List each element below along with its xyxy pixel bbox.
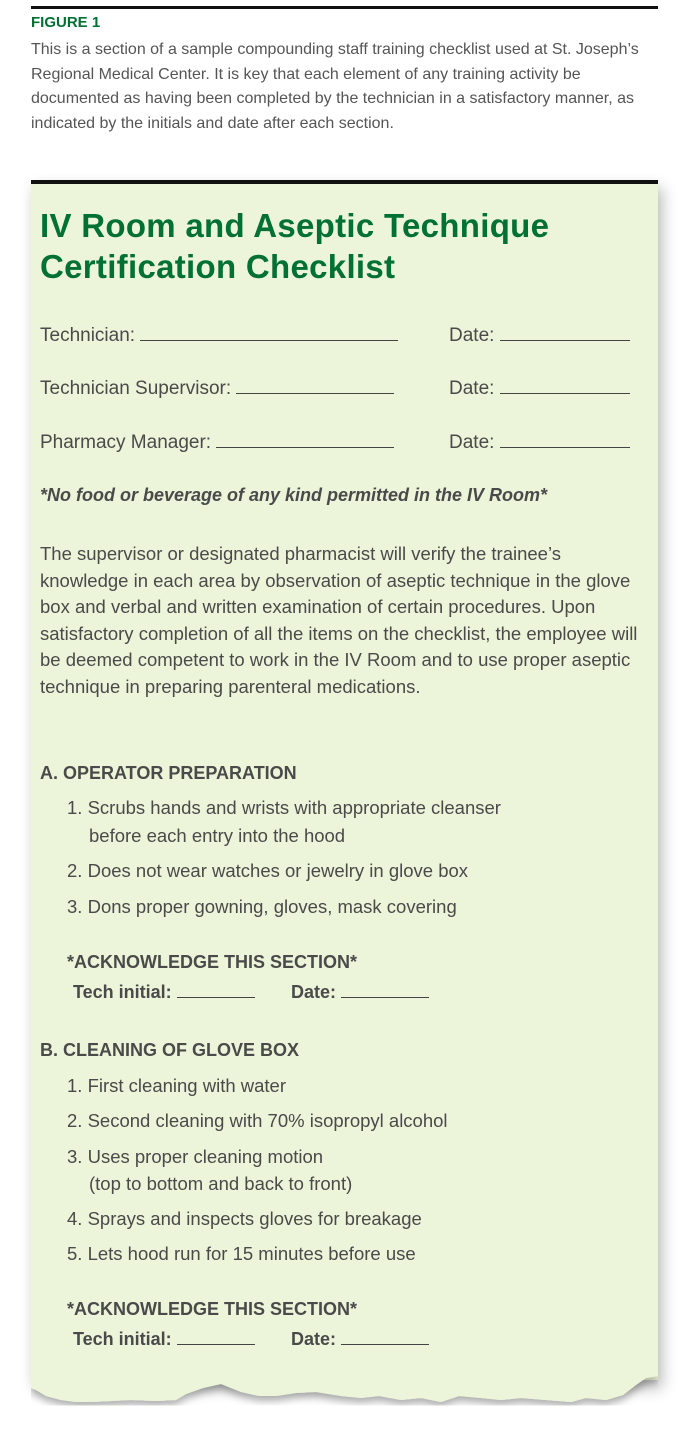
list-item: 3. Dons proper gowning, gloves, mask covering <box>67 896 457 917</box>
acknowledge-heading: *ACKNOWLEDGE THIS SECTION* <box>67 952 358 972</box>
section-a-heading: A. OPERATOR PREPARATION <box>40 763 297 783</box>
intro-paragraph: The supervisor or designated pharmacist will verify the trainee’s knowledge in each area by observation of aseptic technique in the glove box and verbal and written examination of certain procedures. Upon satisfactory completion of all the items on the checklist, the employee will be deemed competent to work in the IV Room and to use proper aseptic technique in preparing parenteral medications. <box>40 543 638 697</box>
date-line[interactable] <box>500 322 630 341</box>
figure-caption: This is a section of a sample compounding staff training checklist used at St. Joseph’s Regional Medical Center. It is key that each element of any training activity be documented as having been completed by the technician in a satisfactory manner, as indicated by the initials and date after each section. <box>31 41 639 132</box>
field-label: Date: <box>291 982 337 1002</box>
date-line[interactable] <box>500 429 630 448</box>
supervisor-field[interactable] <box>40 375 394 400</box>
list-item: 4. Sprays and inspects gloves for breakage <box>67 1208 422 1229</box>
field-label: Date: <box>449 378 495 399</box>
field-label: Date: <box>449 325 495 346</box>
list-item-continuation: (top to bottom and back to front) <box>89 1173 353 1194</box>
acknowledge-heading: *ACKNOWLEDGE THIS SECTION* <box>67 1299 358 1319</box>
section-b-heading: B. CLEANING OF GLOVE BOX <box>40 1040 300 1060</box>
list-item: 2. Does not wear watches or jewelry in glove box <box>67 860 469 881</box>
checklist-title <box>40 205 549 287</box>
date-line[interactable] <box>341 1326 429 1345</box>
panel-top-bar <box>31 180 658 184</box>
top-rule <box>31 6 658 9</box>
field-label: Technician Supervisor: <box>40 378 232 399</box>
list-item: 3. Uses proper cleaning motion <box>67 1146 324 1167</box>
ack-date-field[interactable] <box>291 1326 429 1350</box>
field-label: Tech initial: <box>73 982 172 1002</box>
field-label: Date: <box>291 1329 337 1349</box>
supervisor-date-field[interactable] <box>449 375 630 400</box>
list-item: 2. Second cleaning with 70% isopropyl alcohol <box>67 1110 448 1131</box>
date-line[interactable] <box>341 979 429 998</box>
tech-initial-field[interactable] <box>73 979 255 1003</box>
manager-date-field[interactable] <box>449 429 630 454</box>
title-line-1: IV Room and Aseptic Technique <box>40 207 550 244</box>
signature-line[interactable] <box>140 322 398 341</box>
field-label: Tech initial: <box>73 1329 172 1349</box>
torn-paper-edge <box>31 1370 658 1410</box>
manager-field[interactable] <box>40 429 394 454</box>
no-food-note: *No food or beverage of any kind permitted in the IV Room* <box>40 485 548 505</box>
technician-field[interactable] <box>40 322 398 347</box>
date-line[interactable] <box>500 375 630 394</box>
list-item: 1. Scrubs hands and wrists with appropriate cleanser <box>67 797 501 818</box>
tech-initial-field[interactable] <box>73 1326 255 1350</box>
list-item: 1. First cleaning with water <box>67 1075 287 1096</box>
field-label: Technician: <box>40 325 136 346</box>
technician-date-field[interactable] <box>449 322 630 347</box>
title-line-2: Certification Checklist <box>40 248 396 285</box>
field-label: Date: <box>449 432 495 453</box>
initial-line[interactable] <box>177 1326 255 1345</box>
signature-line[interactable] <box>216 429 394 448</box>
list-item-continuation: before each entry into the hood <box>89 825 346 846</box>
figure-label: FIGURE 1 <box>31 14 101 31</box>
list-item: 5. Lets hood run for 15 minutes before use <box>67 1243 416 1264</box>
field-label: Pharmacy Manager: <box>40 432 212 453</box>
ack-date-field[interactable] <box>291 979 429 1003</box>
signature-line[interactable] <box>236 375 394 394</box>
checklist-panel <box>31 180 658 1380</box>
initial-line[interactable] <box>177 979 255 998</box>
